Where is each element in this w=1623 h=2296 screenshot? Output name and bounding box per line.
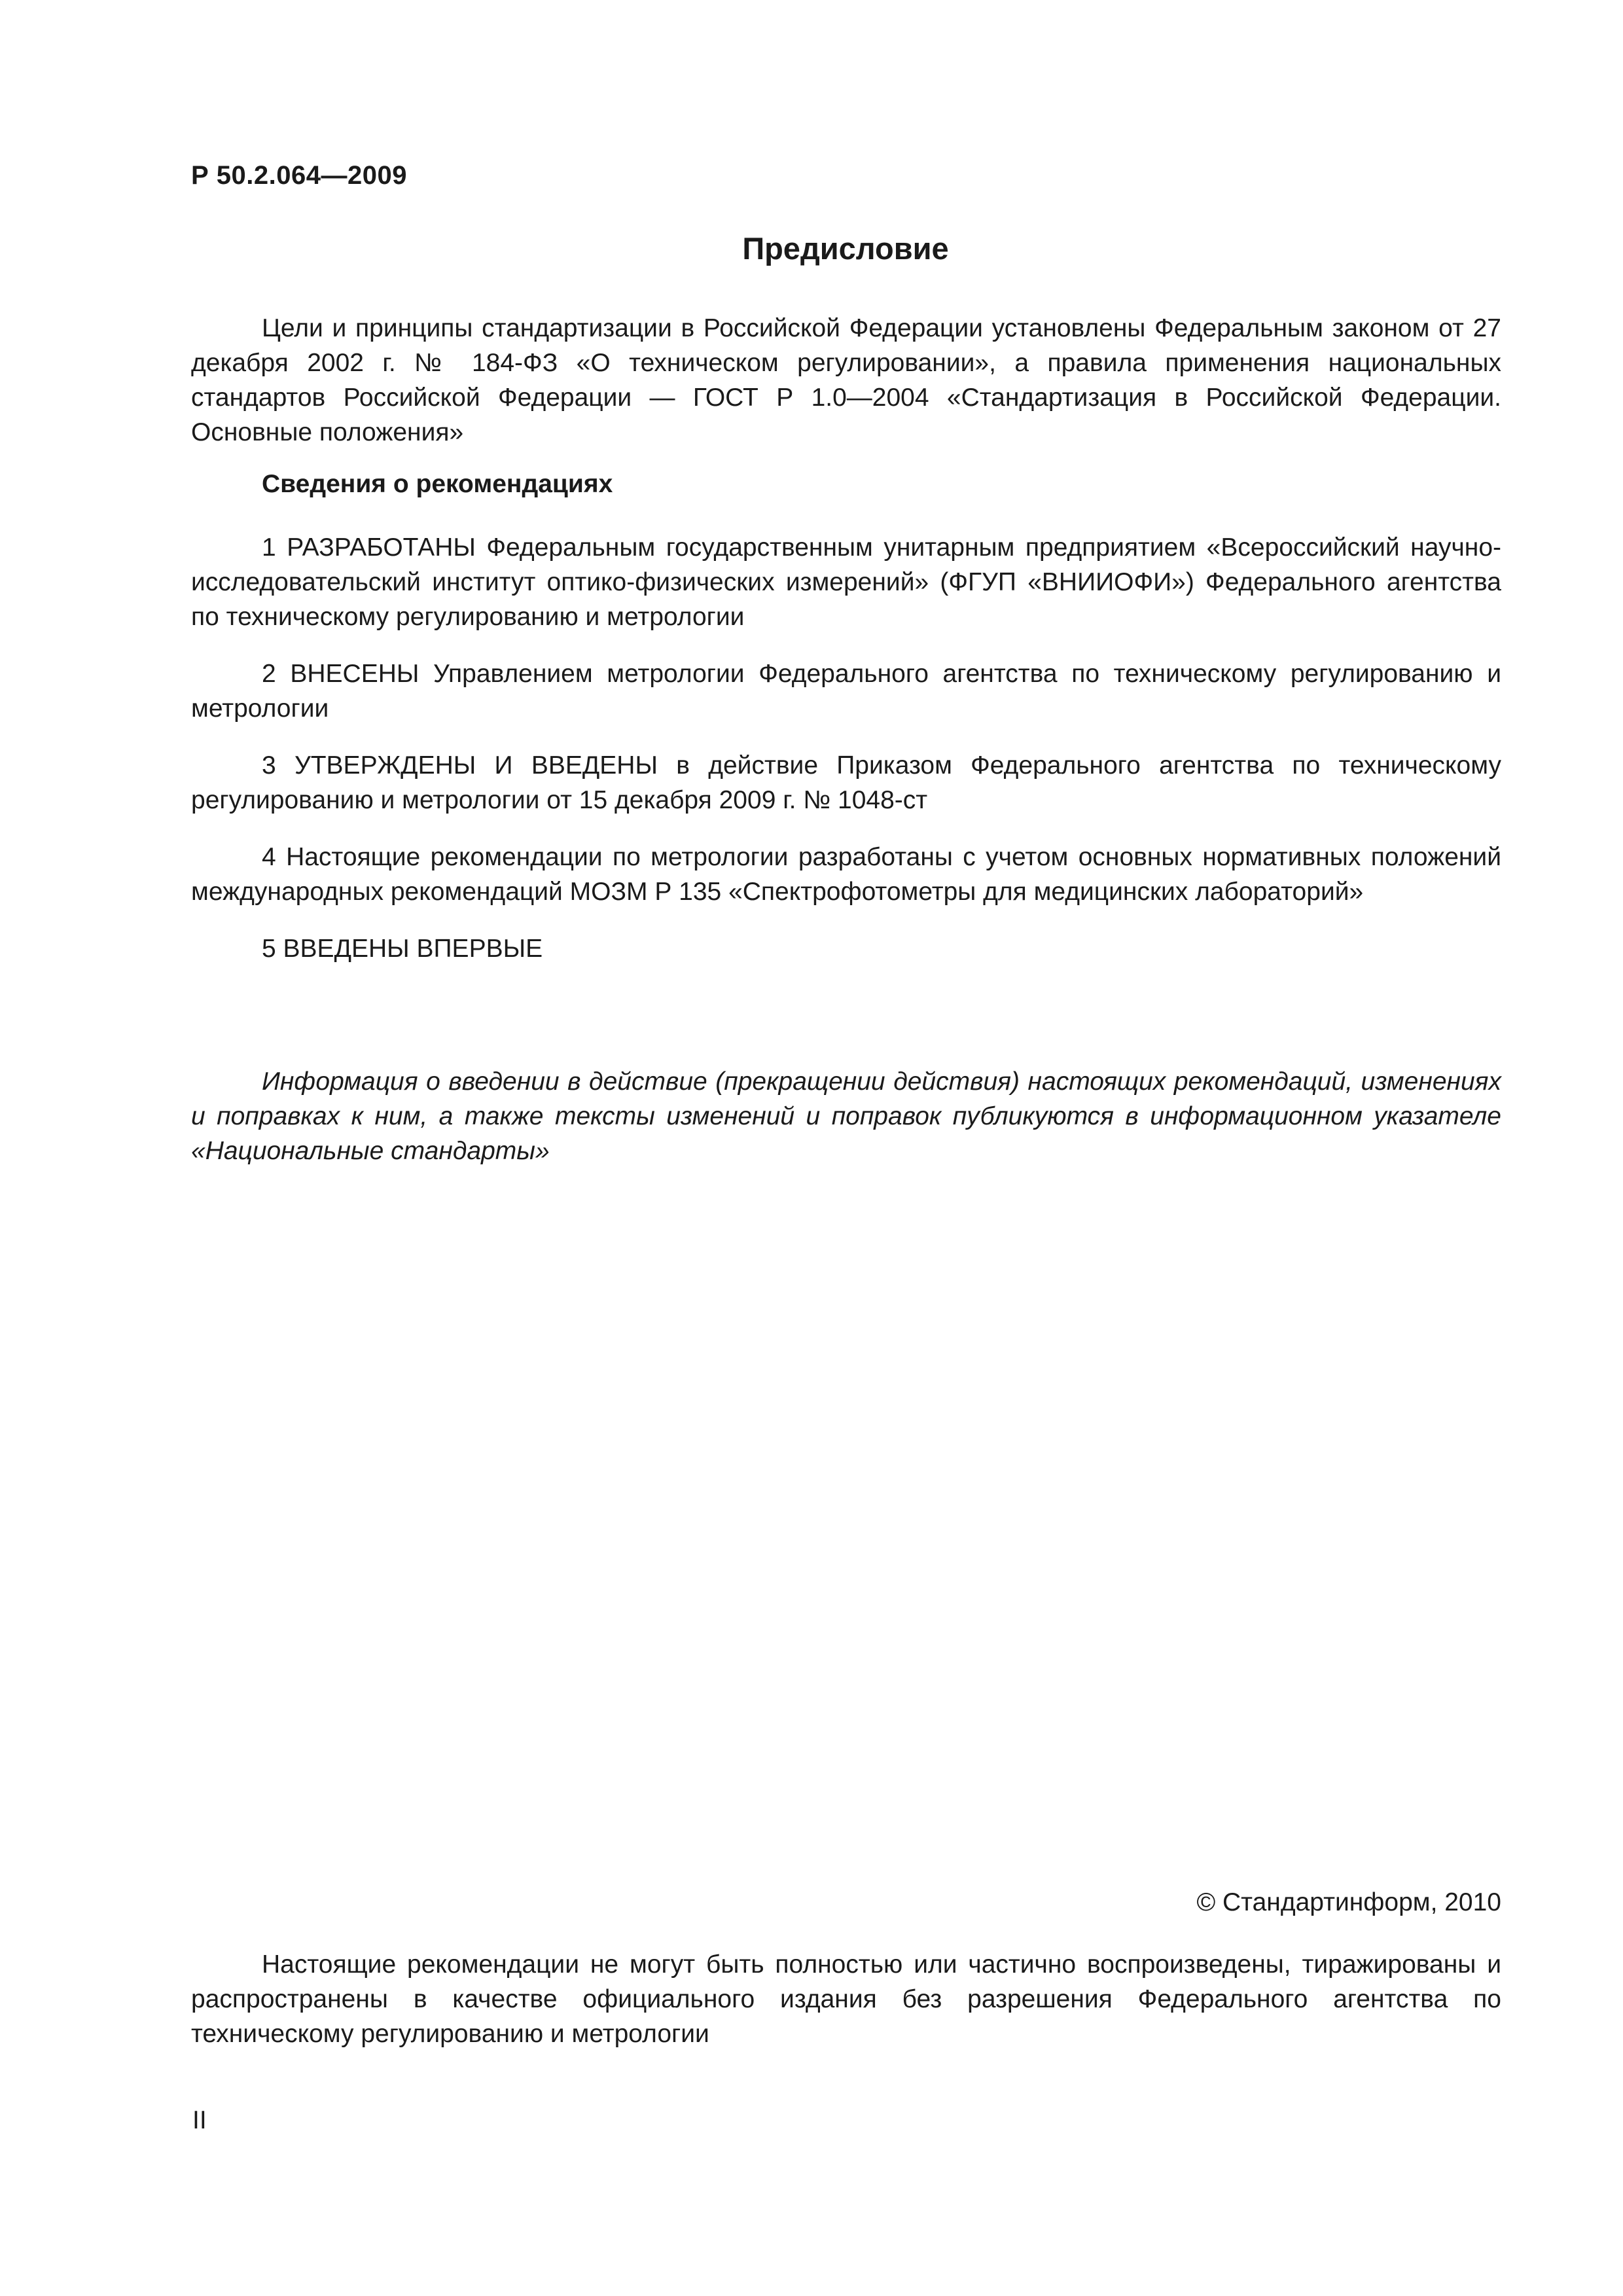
page-title: Предисловие [742,231,949,266]
section-heading: Сведения о рекомендациях [262,470,613,498]
copyright-line: © Стандартинформ, 2010 [1196,1888,1501,1916]
item-3-approved: 3 УТВЕРЖДЕНЫ И ВВЕДЕНЫ в действие Приказом Федерального агентства по техническому регулированию и метрологии от 15 декабря 2009 г. № 1048-ст [191,751,1501,814]
document-code: Р 50.2.064—2009 [191,161,407,190]
item-4-basis: 4 Настоящие рекомендации по метрологии разработаны с учетом основных нормативных положений международных рекомендаций МОЗМ Р 135 «Спектрофотометры для медицинских лабораторий» [191,843,1501,906]
intro-paragraph: Цели и принципы стандартизации в Российской Федерации установлены Федеральным законом от 27 декабря 2002 г. № 184-ФЗ «О техническом регулировании», а правила применения национальных стандартов Российской Федерации — ГОСТ Р 1.0—2004 «Стандартизация в Российской Федерации. Основные положения» [191,314,1501,446]
reproduction-notice: Настоящие рекомендации не могут быть полностью или частично воспроизведены, тиражированы и распространены в качестве официального издания без разрешения Федерального агентства по техническому регулированию и метрологии [191,1950,1501,2048]
item-1-developed: 1 РАЗРАБОТАНЫ Федеральным государственным унитарным предприятием «Всероссийский научно-исследовательский институт оптико-физических измерений» (ФГУП «ВНИИОФИ») Федерального агентства по техническому регулированию и метрологии [191,533,1501,631]
page-number: II [192,2106,207,2134]
info-note: Информация о введении в действие (прекращении действия) настоящих рекомендаций, изменениях и поправках к ним, а также тексты изменений и поправок публикуются в информационном указателе «Национальные стандарты» [191,1067,1501,1165]
item-2-introduced: 2 ВНЕСЕНЫ Управлением метрологии Федерального агентства по техническому регулированию и метрологии [191,660,1501,723]
item-5-first-introduced: 5 ВВЕДЕНЫ ВПЕРВЫЕ [262,935,543,963]
